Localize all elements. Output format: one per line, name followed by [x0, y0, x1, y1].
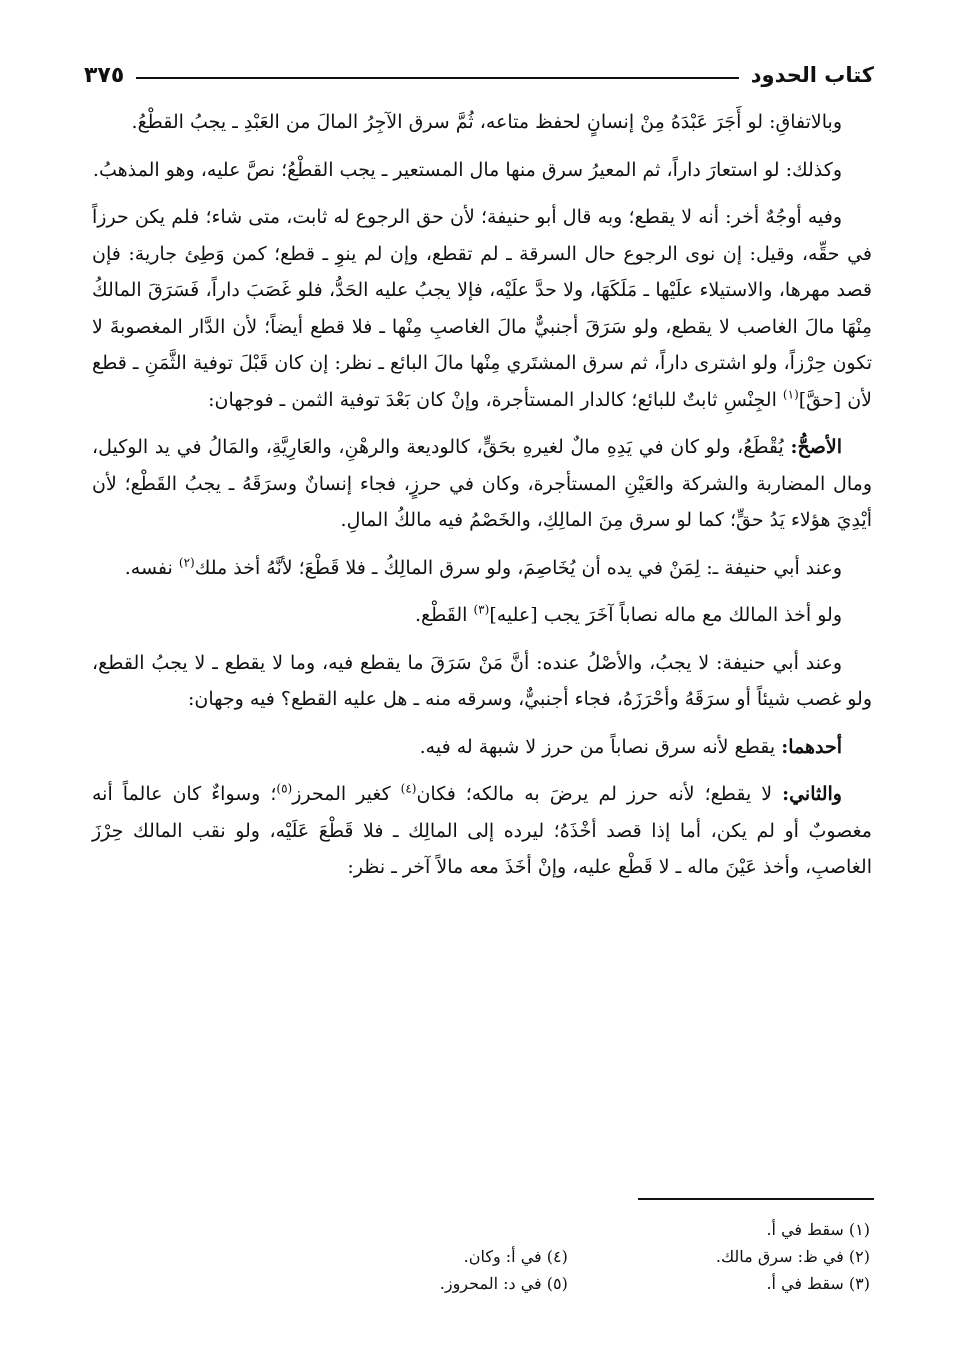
- paragraph-lead: والثاني:: [782, 783, 842, 805]
- footnote: (٢) في ظ: سرق مالك.: [715, 1247, 870, 1266]
- paragraph-text: ولو أخذ المالك مع ماله نصاباً آخَرَ يجب [عليه]: [489, 604, 842, 626]
- paragraph-lead: أحدهما:: [781, 735, 842, 758]
- paragraph-text: يقطع لأنه سرق نصاباً من حرز لا شبهة له فيه.: [419, 735, 782, 758]
- footnote-rule: [638, 1198, 874, 1200]
- paragraph: [92, 645, 872, 718]
- footnote: (٤) في أ: وكان.: [463, 1247, 568, 1266]
- header-rule: [136, 77, 738, 79]
- paragraph-text: وبالاتفاقِ: لو أَجَرَ عَبْدَهُ مِنْ إنسانٍ لحفظ متاعه، ثُمَّ سرق الآجِرُ المالَ من العَبْدِ ـ يجبُ القطْعُ.: [131, 111, 842, 133]
- footnote: (٥) في د: المحروز.: [439, 1274, 568, 1293]
- paragraph-text: وعند أبي حنيفة: لا يجبُ، والأصْلُ عنده: أنَّ مَنْ سَرَقَ ما يقطع فيه، وما لا يقطع ـ لا يجبُ القطع، ولو غصب شيئاً أو سرَقَهُ وأحْرَزَهُ، فجاء أجنبيٌّ، وسرقه منه ـ هل عليه القطع؟ فيه وجهان:: [92, 651, 872, 710]
- paragraph-text: وفيه أوجُهٌ أخر: أنه لا يقطع؛ وبه قال أبو حنيفة؛ لأن حق الرجوع له ثابت، متى شاء؛ فلم يكن حرزاً في حقِّه، وقيل: إن نوى الرجوع حال السرقة ـ لم تقطع، وإن لم ينوِ ـ قطع؛ كمن وَطِئ جارية: فإن قصد مهرها، والاستيلاء علَيْها ـ مَلَكَهَا، ولا حدَّ علَيْه، فإلا يجبُ عليه الحَدُّ، فلو غَصَبَ داراً، فَسَرَقَ المالكُ مِنْهَا مالَ الغاصب لا يقطع، ولو سَرَقَ أجنبيٌّ مالَ الغاصبِ مِنْها ـ فلا قطع أيضاً؛ لأن الدَّار المغصوبةَ لا تكون حِرْزاً، ولو اشترى داراً، ثم سرق المشتَري مِنْها مالَ البائع ـ نظر: إن كان قَبْلَ توفية الثَّمَنِ ـ قطع لأن [حقَّ]: [92, 206, 872, 411]
- footnote-ref: (١): [782, 387, 799, 402]
- footnote-ref: (٢): [178, 555, 195, 570]
- paragraph: [92, 429, 872, 539]
- page-number: ٣٧٥: [84, 62, 125, 88]
- footnote: (٣) سقط في أ.: [766, 1274, 870, 1293]
- page-header: [84, 58, 874, 92]
- footnote-ref: (٤): [400, 781, 417, 796]
- paragraph: [92, 152, 872, 189]
- paragraph-text: الجِنْسِ ثابتٌ للبائع؛ كالدار المستأجرة، وإنْ كان بَعْدَ توفية الثمن ـ فوجهان:: [208, 388, 777, 411]
- paragraph-lead: الأصحُّ:: [790, 436, 842, 458]
- footnote-column: [716, 1216, 870, 1297]
- paragraph-text: لا يقطع؛ لأنه حرز لم يرضَ به مالكه؛ فكان: [416, 783, 783, 805]
- paragraph: [92, 199, 872, 418]
- paragraph-text: ؛ وسواءٌ كان عالماً أنه مغصوبٌ أو لم يكن، أما إذا قصد أخْذَهُ؛ ليرده إلى المالِك ـ فلا قَطْعَ عَلَيْه، ولو نقب المالك حِرْزَ الغاصبِ، وأخذ عَيْنَ ماله ـ لا قَطْع عليه، وإنْ أخَذَ معه مالاً آخر ـ نظر:: [92, 783, 872, 878]
- running-title: كتاب الحدود: [750, 63, 874, 87]
- main-text: [92, 104, 872, 897]
- footnote-column: [440, 1216, 568, 1297]
- paragraph-text: وعند أبي حنيفة ـ: لِمَنْ في يده أن يُخَاصِمَ، ولو سرق المالِكُ ـ فلا قَطْعَ؛ لأنَّهُ أخذ ملك: [194, 556, 842, 579]
- paragraph: [92, 597, 872, 634]
- footnotes: [92, 1216, 870, 1297]
- paragraph-text: نفسه.: [124, 556, 179, 579]
- paragraph: [92, 104, 872, 141]
- paragraph-text: يُقْطَعُ، ولو كان في يَدِهِ مالٌ لغيرهِ بحَقٍّ، كالوديعة والرهْنِ، والعَارِيَّةِ، والمَالُ في يد الوكيل، ومال المضاربة والشركة والعَيْنِ المستأجرة، وكان في حرزٍ، فجاء إنسانٌ وسرَقَهُ ـ يجبُ القَطْع؛ لأن أيْدِيَ هؤلاء يَدُ حقٍّ؛ كما لو سرق مِنَ المالِكِ، والخَصْمُ فيه مالكُ المالِ.: [92, 436, 872, 531]
- paragraph-text: كغير المحرز: [292, 783, 401, 805]
- paragraph: [92, 776, 872, 886]
- paragraph-text: وكذلك: لو استعارَ داراً، ثم المعيرُ سرق منها مال المستعير ـ يجب القطْعُ؛ نصَّ عليه، وهو المذهبُ.: [92, 158, 842, 181]
- paragraph: [92, 550, 872, 587]
- footnote-ref: (٣): [473, 602, 490, 617]
- footnote: (١) سقط في أ.: [766, 1220, 870, 1239]
- paragraph-text: القَطْع.: [415, 604, 474, 626]
- footnote-ref: (٥): [276, 781, 293, 796]
- paragraph: [92, 729, 872, 766]
